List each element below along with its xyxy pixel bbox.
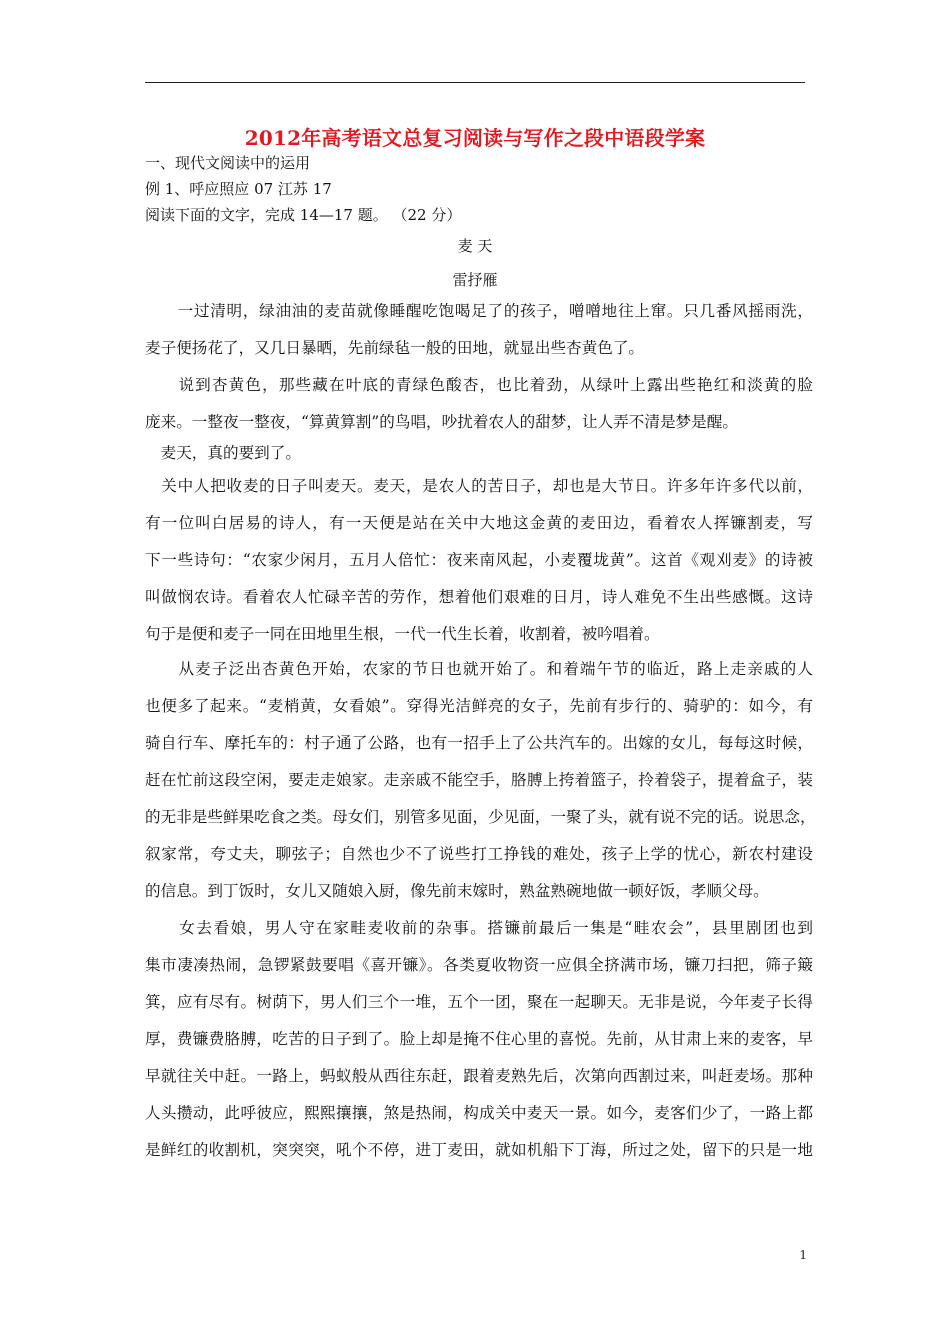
- paragraph-line: 关中人把收麦的日子叫麦天。麦天，是农人的苦日子，却也是大节日。许多年许多代以前，: [145, 477, 813, 495]
- paragraph-line: 厚，费镰费胳膊，吃苦的日子到了。脸上却是掩不住心里的喜悦。先前，从甘肃上来的麦客，早: [145, 1030, 813, 1048]
- paragraph-line: 箕，应有尽有。树荫下，男人们三个一堆，五个一团，聚在一起聊天。无非是说，今年麦子长得: [145, 993, 813, 1011]
- paragraph-line: 女去看娘，男人守在家畦麦收前的杂事。搭镰前最后一集是“畦农会”，县里剧团也到: [145, 919, 813, 937]
- paragraph-3: [145, 435, 813, 472]
- paragraph-line: 的信息。到丁饭时，女儿又随娘入厨，像先前末嫁时，熟盆熟碗地做一顿好饭，孝顺父母。: [145, 882, 769, 900]
- paragraph-line: 麦子便扬花了，又几日暴晒，先前绿毡一般的田地，就显出些杏黄色了。: [145, 339, 645, 357]
- document-title: 2012年高考语文总复习阅读与写作之段中语段学案: [244, 126, 706, 150]
- paragraph-line: 人头攒动，此呼彼应，熙熙攘攘，煞是热闹，构成关中麦天一景。如今，麦客们少了，一路上都: [145, 1104, 813, 1122]
- paragraph-line: 是鲜红的收割机，突突突，吼个不停，进丁麦田，就如机船下丁海，所过之处，留下的只是一地: [145, 1141, 813, 1159]
- reading-instruction: 阅读下面的文字，完成 14—17 题。 （22 分）: [145, 206, 462, 224]
- paragraph-line: 赶在忙前这段空闲，要走走娘家。走亲戚不能空手，胳膊上挎着篮子，拎着袋子，提着盒子，装: [145, 771, 813, 789]
- paragraph-line: 庞来。一整夜一整夜，“算黄算割”的鸟唱，吵扰着农人的甜梦，让人弄不清是梦是醒。: [145, 413, 738, 431]
- article-title: 麦 天: [457, 237, 493, 255]
- paragraph-line: 叫做悯农诗。看着农人忙碌辛苦的劳作，想着他们艰难的日月，诗人难免不生出些感慨。这诗: [145, 588, 813, 606]
- paragraph-6: [145, 910, 813, 1169]
- paragraph-line: 叙家常，夸丈夫，聊弦子；自然也少不了说些打工挣钱的难处，孩子上学的忧心，新农村建设: [145, 845, 813, 863]
- paragraph-line: 也便多了起来。“麦梢黄，女看娘”。穿得光洁鲜亮的女子，先前有步行的、骑驴的：如今，有: [145, 697, 813, 715]
- paragraph-1: [145, 293, 813, 367]
- paragraph-line: 集市凄凑热闹，急锣紧鼓要唱《喜开镰》。各类夏收物资一应俱全挤满市场，镰刀扫把，筛子簸: [145, 956, 813, 974]
- example-label: 例 1、呼应照应 07 江苏 17: [145, 180, 332, 198]
- paragraph-4: [145, 468, 813, 653]
- paragraph-line: 下一些诗句：“农家少闲月，五月人倍忙：夜来南风起，小麦覆垅黄”。这首《观刈麦》的诗被: [145, 551, 813, 569]
- paragraph-line: 有一位叫白居易的诗人，有一天便是站在关中大地这金黄的麦田边，看着农人挥镰割麦，写: [145, 514, 813, 532]
- paragraph-line: 一过清明，绿油油的麦苗就像睡醒吃饱喝足了的孩子，噌噌地往上窜。只几番风摇雨洗，: [145, 302, 813, 320]
- paragraph-line: 骑自行车、摩托车的：村子通了公路，也有一招手上了公共汽车的。出嫁的女儿，每每这时候，: [145, 734, 813, 752]
- section-heading: 一、现代文阅读中的运用: [145, 154, 311, 172]
- article-author: 雷抒雁: [452, 271, 498, 289]
- paragraph-line: 句于是便和麦子一同在田地里生根，一代一代生长着，收割着，被吟唱着。: [145, 625, 660, 643]
- paragraph-line: 早就往关中赶。一路上，蚂蚁般从西往东赶，跟着麦熟先后，次第向西割过来，叫赶麦场。那种: [145, 1067, 813, 1085]
- paragraph-line: 麦天，真的要到了。: [145, 444, 301, 462]
- header-rule: [145, 82, 805, 83]
- page-number: 1: [799, 1248, 807, 1262]
- paragraph-line: 从麦子泛出杏黄色开始，农家的节日也就开始了。和着端午节的临近，路上走亲戚的人: [145, 660, 813, 678]
- paragraph-2: [145, 367, 813, 441]
- paragraph-5: [145, 651, 816, 910]
- paragraph-line: 说到杏黄色，那些藏在叶底的青绿色酸杏，也比着劲，从绿叶上露出些艳红和淡黄的脸: [145, 376, 813, 394]
- paragraph-line: 的无非是些鲜果吃食之类。母女们，别管多见面，少见面，一聚了头，就有说不完的话。说思念，: [145, 808, 816, 826]
